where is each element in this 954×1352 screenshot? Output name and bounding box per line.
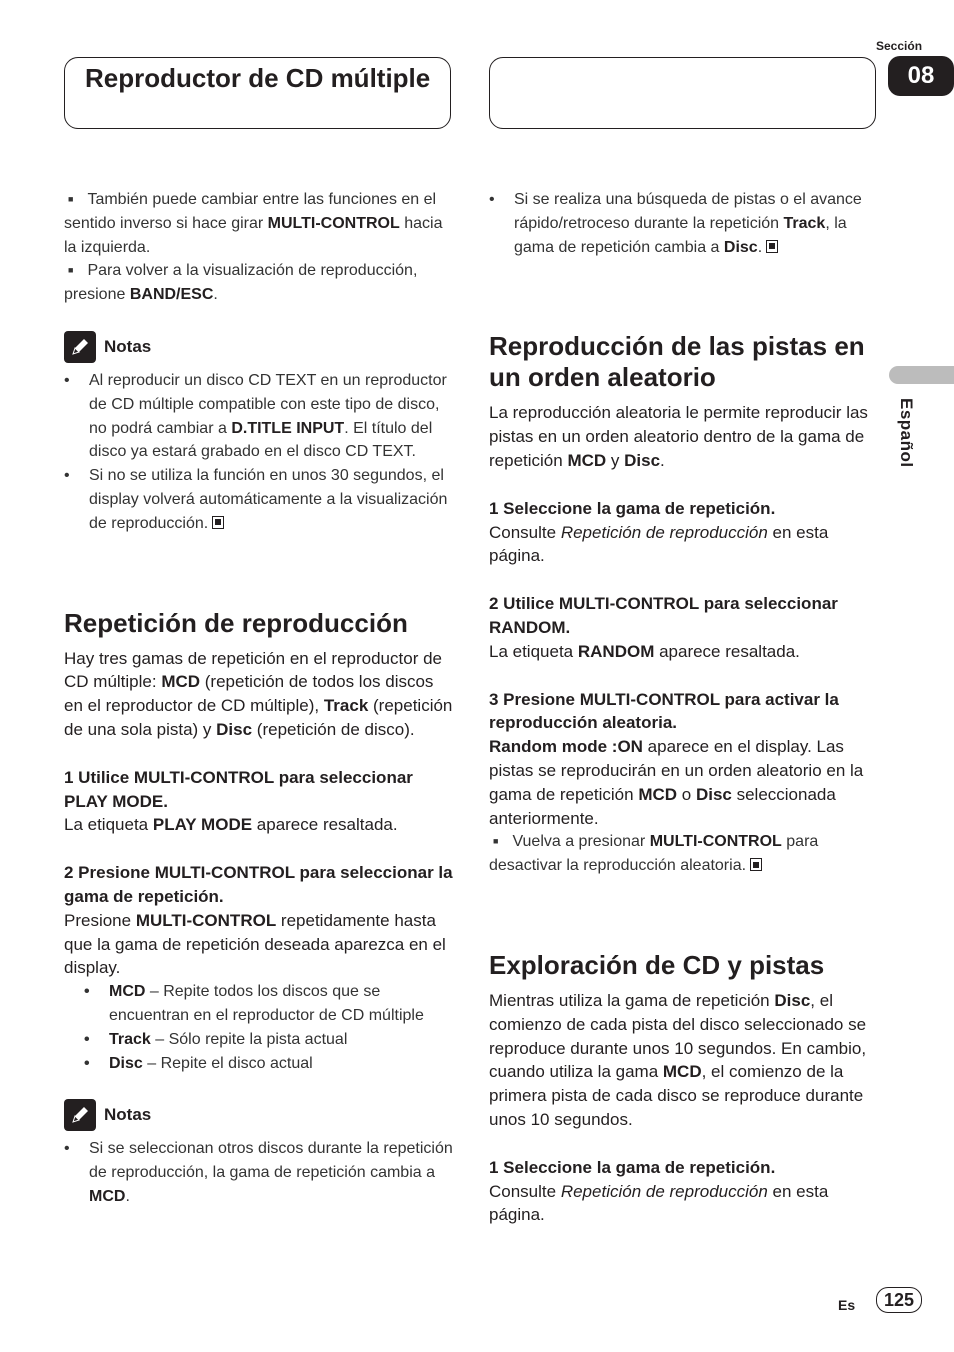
option-track: • Track – Sólo repite la pista actual — [64, 1028, 454, 1052]
left-column — [64, 188, 454, 1209]
header-empty-box — [489, 57, 876, 129]
note-cd-text: • Al reproducir un disco CD TEXT en un reproductor de CD múltiple compatible con este tipo de disco, no podrá cambiar a D.TITLE INPUT. El título del disco ya estará grabado en el disco CD TEXT. — [64, 369, 454, 464]
right-column — [489, 188, 879, 1227]
note-search-repeat: • Si se realiza una búsqueda de pistas o el avance rápido/retroceso durante la repetición Track, la gama de repetición cambia a Disc. — [489, 188, 879, 259]
end-mark-icon — [750, 858, 762, 871]
repeat-heading: Repetición de reproducción — [64, 607, 408, 638]
scan-step1-title: 1 Seleccione la gama de repetición. — [489, 1157, 776, 1177]
section-number-badge: 08 — [888, 56, 954, 96]
random-intro: La reproducción aleatoria le permite reproducir las pistas en un orden aleatorio dentro de la gama de repetición MCD y Disc. — [489, 403, 868, 470]
notes-header-1 — [64, 331, 454, 363]
notes-label: Notas — [104, 337, 152, 357]
page-title: Reproductor de CD múltiple — [85, 63, 431, 93]
random-step2-title: 2 Utilice MULTI-CONTROL para seleccionar RANDOM. — [489, 594, 838, 637]
random-step2-text: La etiqueta RANDOM aparece resaltada. — [489, 641, 800, 661]
tip-random-off: ■ Vuelva a presionar MULTI-CONTROL para desactivar la reproducción aleatoria. — [489, 830, 879, 878]
notes-header-2 — [64, 1099, 454, 1131]
note-other-discs: • Si se seleccionan otros discos durante la repetición de reproducción, la gama de repetición cambia a MCD. — [64, 1137, 454, 1208]
end-mark-icon — [212, 516, 224, 529]
language-tab-bar — [889, 366, 954, 384]
section-label: Sección — [876, 39, 923, 53]
language-tab-label: Español — [897, 398, 916, 468]
random-step3-title: 3 Presione MULTI-CONTROL para activar la reproducción aleatoria. — [489, 689, 839, 733]
random-step1-text: Consulte Repetición de reproducción en esta página. — [489, 522, 829, 566]
step2-text: Presione MULTI-CONTROL repetidamente hasta que la gama de repetición deseada aparezca en el display. — [64, 910, 446, 978]
option-mcd: • MCD – Repite todos los discos que se encuentran en el reproductor de CD múltiple — [64, 980, 454, 1028]
random-heading: Reproducción de las pistas en un orden aleatorio — [489, 331, 865, 393]
scan-intro: Mientras utiliza la gama de repetición Disc, el comienzo de cada pista del disco seleccionado se reproduce durante unos 10 segundos. En cambio, cuando utiliza la gama MCD, el comienzo de la primera pista de cada disco se reproduce durante unos 10 segundos. — [489, 990, 867, 1129]
pencil-icon — [64, 331, 96, 363]
tip-band-esc: ■ Para volver a la visualización de reproducción, presione BAND/ESC. — [64, 259, 454, 307]
tip-reverse: ■ También puede cambiar entre las funciones en el sentido inverso si hace girar MULTI-CONTROL hacia la izquierda. — [64, 188, 454, 259]
random-step3-text: Random mode :ON aparece en el display. Las pistas se reproducirán en un orden aleatorio en la gama de repetición MCD o Disc seleccionada anteriormente. — [489, 737, 864, 828]
option-disc: • Disc – Repite el disco actual — [64, 1052, 454, 1076]
page-number: 125 — [876, 1287, 922, 1313]
notes-label: Notas — [104, 1105, 152, 1125]
header-title-box — [64, 57, 451, 129]
scan-heading: Exploración de CD y pistas — [489, 949, 825, 980]
repeat-intro: Hay tres gamas de repetición en el reproductor de CD múltiple: MCD (repetición de todos los discos en el reproductor de CD múltiple), Track (repetición de una sola pista) y Disc (repetición de disco). — [64, 648, 453, 739]
step1-text: La etiqueta PLAY MODE aparece resaltada. — [64, 815, 398, 835]
end-mark-icon — [766, 240, 778, 253]
random-step1-title: 1 Seleccione la gama de repetición. — [489, 498, 776, 518]
step2-title: 2 Presione MULTI-CONTROL para seleccionar la gama de repetición. — [64, 863, 453, 906]
pencil-icon — [64, 1099, 96, 1131]
note-timeout: • Si no se utiliza la función en unos 30 segundos, el display volverá automáticamente a la visualización de reproducción. — [64, 464, 454, 535]
scan-step1-text: Consulte Repetición de reproducción en esta página. — [489, 1181, 829, 1225]
footer-language: Es — [838, 1297, 856, 1313]
step1-title: 1 Utilice MULTI-CONTROL para seleccionar PLAY MODE. — [64, 767, 413, 811]
